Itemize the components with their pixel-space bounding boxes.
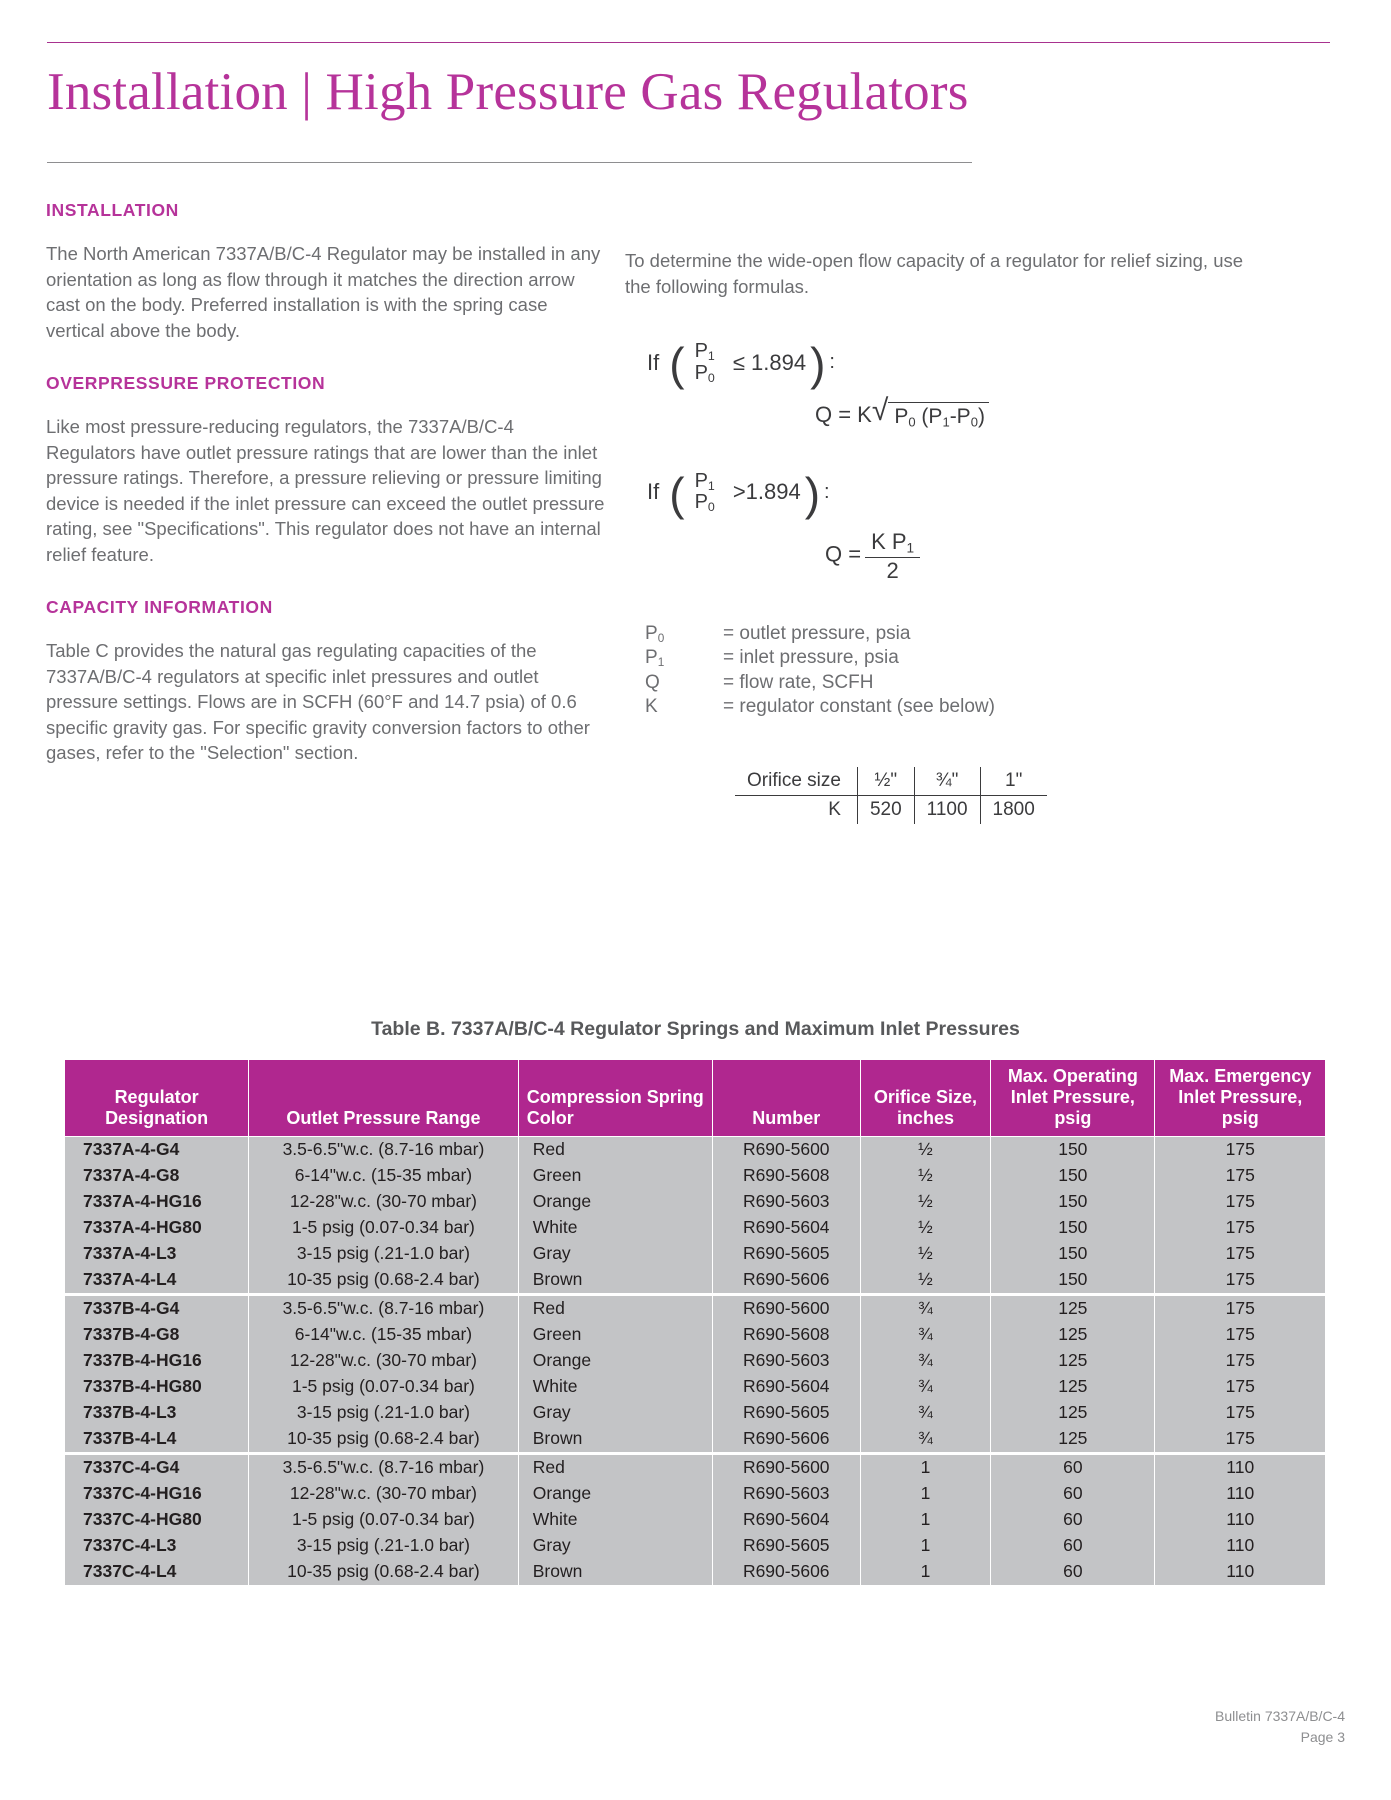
cell-orifice-size: ½ xyxy=(860,1215,990,1241)
cell-orifice-size: 1 xyxy=(860,1453,990,1481)
cell-max-emergency-pressure: 175 xyxy=(1155,1136,1326,1163)
k-value: 1100 xyxy=(914,796,980,825)
formula-2-condition xyxy=(647,468,1245,521)
cell-orifice-size: ¾ xyxy=(860,1374,990,1400)
cell-spring-color: Red xyxy=(518,1453,712,1481)
table-row xyxy=(65,1559,1326,1586)
paren-close-1: ) xyxy=(810,338,826,391)
cell-max-emergency-pressure: 175 xyxy=(1155,1426,1326,1454)
definition-row xyxy=(645,646,1245,670)
cell-spring-number: R690-5608 xyxy=(712,1163,860,1189)
cell-spring-number: R690-5603 xyxy=(712,1189,860,1215)
cell-max-emergency-pressure: 175 xyxy=(1155,1294,1326,1322)
definition-symbol: Q xyxy=(645,671,660,693)
cell-outlet-pressure-range: 12-28"w.c. (30-70 mbar) xyxy=(249,1189,519,1215)
formula-block-1 xyxy=(625,338,1245,429)
variable-definitions xyxy=(645,622,1245,719)
ratio-numerator-1: $P_1$ xyxy=(694,340,715,364)
cell-max-operating-pressure: 125 xyxy=(991,1294,1155,1322)
radical-icon: √ xyxy=(871,393,889,427)
k-label: K xyxy=(828,799,841,821)
top-rule xyxy=(47,42,1330,43)
cell-regulator-designation: 7337C-4-L3 xyxy=(65,1533,249,1559)
cell-regulator-designation: 7337C-4-HG80 xyxy=(65,1507,249,1533)
formula-block-2 xyxy=(625,468,1245,583)
cell-spring-color: Brown xyxy=(518,1267,712,1295)
paragraph-capacity-information: Table C provides the natural gas regulating capacities of the 7337A/B/C-4 regulators at specific inlet pressures and outlet pressure settings. Flows are in SCFH (60°F and 14.7 psia) of 0.6 specific gravity gas. For specific gravity conversion factors to other gases, refer to the "Selection" section. xyxy=(46,640,590,764)
heading-installation: INSTALLATION xyxy=(46,200,179,220)
column-header-orifice-size: Orifice Size, inches xyxy=(860,1060,990,1137)
formula-1-equation xyxy=(625,393,1245,429)
cell-spring-number: R690-5603 xyxy=(712,1481,860,1507)
cell-max-operating-pressure: 60 xyxy=(991,1481,1155,1507)
table-b xyxy=(64,1059,1326,1586)
cell-spring-number: R690-5606 xyxy=(712,1559,860,1586)
definition-meaning: = outlet pressure, psia xyxy=(723,623,911,645)
fraction-k-p1-over-2 xyxy=(865,530,920,582)
cell-spring-color: Gray xyxy=(518,1241,712,1267)
cell-regulator-designation: 7337A-4-L4 xyxy=(65,1267,249,1295)
cell-max-operating-pressure: 125 xyxy=(991,1426,1155,1454)
cell-spring-color: Red xyxy=(518,1294,712,1322)
cell-spring-color: Orange xyxy=(518,1481,712,1507)
pressure-ratio-1 xyxy=(693,341,717,384)
cell-spring-number: R690-5608 xyxy=(712,1322,860,1348)
cell-outlet-pressure-range: 3-15 psig (.21-1.0 bar) xyxy=(249,1400,519,1426)
fraction-numerator-2: K $P_1$ xyxy=(865,530,920,558)
page-title: Installation | High Pressure Gas Regulators xyxy=(47,63,969,121)
cell-max-operating-pressure: 125 xyxy=(991,1348,1155,1374)
cell-orifice-size: ½ xyxy=(860,1241,990,1267)
cell-spring-color: Orange xyxy=(518,1348,712,1374)
cell-outlet-pressure-range: 12-28"w.c. (30-70 mbar) xyxy=(249,1348,519,1374)
cell-spring-color: Brown xyxy=(518,1426,712,1454)
cell-outlet-pressure-range: 3.5-6.5"w.c. (8.7-16 mbar) xyxy=(249,1453,519,1481)
radicand-1: $P_0$ $(P_1-P_0)$ xyxy=(888,402,989,429)
table-row xyxy=(65,1400,1326,1426)
paragraph-installation: The North American 7337A/B/C-4 Regulator may be installed in any orientation as long as flow through it matches the direction arrow cast on the body. Preferred installation is with the spring case vertical above the body. xyxy=(46,243,601,341)
cell-orifice-size: 1 xyxy=(860,1533,990,1559)
cell-spring-color: Green xyxy=(518,1163,712,1189)
cell-regulator-designation: 7337A-4-G4 xyxy=(65,1136,249,1163)
cell-orifice-size: ½ xyxy=(860,1267,990,1295)
cell-max-operating-pressure: 150 xyxy=(991,1241,1155,1267)
cell-outlet-pressure-range: 6-14"w.c. (15-35 mbar) xyxy=(249,1322,519,1348)
paren-close-2: ) xyxy=(804,468,821,521)
column-header-spring-number: Number xyxy=(712,1060,860,1137)
cell-max-operating-pressure: 150 xyxy=(991,1189,1155,1215)
cell-regulator-designation: 7337C-4-L4 xyxy=(65,1559,249,1586)
cell-outlet-pressure-range: 10-35 psig (0.68-2.4 bar) xyxy=(249,1267,519,1295)
orifice-size-label: Orifice size xyxy=(735,767,857,796)
cell-spring-number: R690-5604 xyxy=(712,1374,860,1400)
cell-regulator-designation: 7337C-4-HG16 xyxy=(65,1481,249,1507)
cell-max-emergency-pressure: 110 xyxy=(1155,1453,1326,1481)
table-row xyxy=(65,1507,1326,1533)
definition-meaning: = regulator constant (see below) xyxy=(723,695,995,717)
cell-max-operating-pressure: 150 xyxy=(991,1136,1155,1163)
footer-page-number: Page 3 xyxy=(1300,1729,1345,1745)
cell-spring-number: R690-5604 xyxy=(712,1507,860,1533)
table-row xyxy=(65,1294,1326,1322)
cell-spring-color: Gray xyxy=(518,1400,712,1426)
cell-max-operating-pressure: 150 xyxy=(991,1215,1155,1241)
cell-outlet-pressure-range: 1-5 psig (0.07-0.34 bar) xyxy=(249,1374,519,1400)
cell-outlet-pressure-range: 10-35 psig (0.68-2.4 bar) xyxy=(249,1559,519,1586)
cell-max-operating-pressure: 125 xyxy=(991,1374,1155,1400)
cell-spring-number: R690-5604 xyxy=(712,1215,860,1241)
cell-regulator-designation: 7337C-4-G4 xyxy=(65,1453,249,1481)
cell-regulator-designation: 7337A-4-G8 xyxy=(65,1163,249,1189)
equation-lhs-1: Q = K xyxy=(815,401,872,427)
table-b-body xyxy=(65,1136,1326,1585)
cell-regulator-designation: 7337B-4-G4 xyxy=(65,1294,249,1322)
cell-max-emergency-pressure: 175 xyxy=(1155,1241,1326,1267)
cell-max-emergency-pressure: 175 xyxy=(1155,1322,1326,1348)
definition-row xyxy=(645,671,1245,695)
paren-open-2: ( xyxy=(669,468,685,521)
orifice-size-value: ¾" xyxy=(914,767,980,796)
cell-max-emergency-pressure: 110 xyxy=(1155,1481,1326,1507)
table-b-header xyxy=(65,1060,1326,1137)
cell-max-emergency-pressure: 110 xyxy=(1155,1559,1326,1586)
cell-spring-number: R690-5605 xyxy=(712,1241,860,1267)
cell-outlet-pressure-range: 1-5 psig (0.07-0.34 bar) xyxy=(249,1507,519,1533)
pressure-ratio-2 xyxy=(693,471,717,514)
cell-orifice-size: ¾ xyxy=(860,1426,990,1454)
table-row xyxy=(735,796,1047,825)
definition-symbol: K xyxy=(645,695,658,717)
definition-symbol: $P_1$ xyxy=(645,647,665,670)
page-footer xyxy=(1215,1706,1345,1748)
table-b-caption: Table B. 7337A/B/C-4 Regulator Springs and Maximum Inlet Pressures xyxy=(371,1018,1020,1040)
k-value: 1800 xyxy=(980,796,1047,825)
cell-max-operating-pressure: 60 xyxy=(991,1453,1155,1481)
cell-spring-color: White xyxy=(518,1507,712,1533)
table-row xyxy=(65,1215,1326,1241)
cell-spring-number: R690-5600 xyxy=(712,1294,860,1322)
if-label-1: If xyxy=(647,349,660,375)
column-header-regulator-designation: Regulator Designation xyxy=(65,1060,249,1137)
cell-regulator-designation: 7337B-4-L3 xyxy=(65,1400,249,1426)
definition-meaning: = flow rate, SCFH xyxy=(723,671,874,693)
cell-spring-number: R690-5603 xyxy=(712,1348,860,1374)
cell-spring-color: Gray xyxy=(518,1533,712,1559)
table-row xyxy=(65,1348,1326,1374)
cell-outlet-pressure-range: 1-5 psig (0.07-0.34 bar) xyxy=(249,1215,519,1241)
fraction-denominator-2: 2 xyxy=(886,557,899,583)
cell-regulator-designation: 7337B-4-HG16 xyxy=(65,1348,249,1374)
cell-max-operating-pressure: 125 xyxy=(991,1400,1155,1426)
ratio-numerator-2: $P_1$ xyxy=(694,469,715,493)
if-label-2: If xyxy=(647,479,660,505)
cell-regulator-designation: 7337A-4-HG16 xyxy=(65,1189,249,1215)
definition-row xyxy=(645,695,1245,719)
footer-bulletin: Bulletin 7337A/B/C-4 xyxy=(1215,1708,1345,1724)
cell-max-emergency-pressure: 175 xyxy=(1155,1400,1326,1426)
cell-orifice-size: ½ xyxy=(860,1189,990,1215)
table-row xyxy=(65,1189,1326,1215)
cell-spring-color: Green xyxy=(518,1322,712,1348)
column-header-max-emergency-inlet-pressure: Max. Emergency Inlet Pressure, psig xyxy=(1155,1060,1326,1137)
cell-max-operating-pressure: 60 xyxy=(991,1533,1155,1559)
cell-orifice-size: 1 xyxy=(860,1481,990,1507)
column-header-outlet-pressure-range: Outlet Pressure Range xyxy=(249,1060,519,1137)
cell-spring-color: White xyxy=(518,1374,712,1400)
table-row xyxy=(65,1322,1326,1348)
paragraph-overpressure-protection: Like most pressure-reducing regulators, the 7337A/B/C-4 Regulators have outlet pressure ratings that are lower than the inlet pressure ratings. Therefore, a pressure relieving or pressure limiting device is needed if the inlet pressure can exceed the outlet pressure rating, see "Specifications". This regulator does not have an internal relief feature. xyxy=(46,416,605,565)
condition-text-1: ≤ 1.894 xyxy=(732,349,807,375)
table-row xyxy=(65,1453,1326,1481)
colon-1: : xyxy=(829,351,835,374)
left-column xyxy=(46,200,606,792)
table-row xyxy=(65,1267,1326,1295)
cell-spring-number: R690-5600 xyxy=(712,1453,860,1481)
regulator-constant-table xyxy=(735,767,1047,824)
table-row xyxy=(65,1481,1326,1507)
cell-orifice-size: ½ xyxy=(860,1163,990,1189)
condition-text-2: >1.894 xyxy=(732,479,801,505)
cell-outlet-pressure-range: 6-14"w.c. (15-35 mbar) xyxy=(249,1163,519,1189)
cell-spring-number: R690-5606 xyxy=(712,1267,860,1295)
table-row xyxy=(65,1533,1326,1559)
cell-orifice-size: ¾ xyxy=(860,1322,990,1348)
cell-max-operating-pressure: 150 xyxy=(991,1163,1155,1189)
cell-max-emergency-pressure: 110 xyxy=(1155,1507,1326,1533)
definition-meaning: = inlet pressure, psia xyxy=(723,647,899,669)
cell-spring-color: White xyxy=(518,1215,712,1241)
ratio-denominator-1: $P_0$ xyxy=(694,361,715,385)
cell-orifice-size: 1 xyxy=(860,1559,990,1586)
heading-capacity-information: CAPACITY INFORMATION xyxy=(46,597,273,618)
colon-2: : xyxy=(824,480,830,503)
cell-max-operating-pressure: 60 xyxy=(991,1507,1155,1533)
equation-lhs-2: Q = xyxy=(825,541,862,567)
table-row xyxy=(735,767,1047,796)
cell-orifice-size: ¾ xyxy=(860,1348,990,1374)
cell-orifice-size: ¾ xyxy=(860,1294,990,1322)
table-row xyxy=(65,1163,1326,1189)
column-header-spring-color: Compression Spring Color xyxy=(518,1060,712,1137)
right-column xyxy=(625,248,1245,824)
title-rule xyxy=(47,162,972,163)
ratio-denominator-2: $P_0$ xyxy=(694,491,715,515)
definition-symbol: $P_0$ xyxy=(645,623,665,645)
k-value: 520 xyxy=(857,796,914,825)
cell-max-emergency-pressure: 175 xyxy=(1155,1189,1326,1215)
table-row xyxy=(65,1136,1326,1163)
cell-spring-number: R690-5606 xyxy=(712,1426,860,1454)
cell-max-operating-pressure: 60 xyxy=(991,1559,1155,1586)
table-row xyxy=(65,1374,1326,1400)
paren-open-1: ( xyxy=(669,338,685,391)
orifice-size-value: ½" xyxy=(857,767,914,796)
cell-max-emergency-pressure: 175 xyxy=(1155,1267,1326,1295)
cell-outlet-pressure-range: 3-15 psig (.21-1.0 bar) xyxy=(249,1533,519,1559)
cell-spring-number: R690-5605 xyxy=(712,1400,860,1426)
cell-outlet-pressure-range: 3.5-6.5"w.c. (8.7-16 mbar) xyxy=(249,1294,519,1322)
formula-2-equation xyxy=(625,530,1245,582)
orifice-size-value: 1" xyxy=(980,767,1047,796)
definition-row xyxy=(645,622,1245,646)
heading-overpressure-protection: OVERPRESSURE PROTECTION xyxy=(46,373,326,394)
cell-spring-number: R690-5600 xyxy=(712,1136,860,1163)
sqrt-group-1 xyxy=(871,393,989,429)
table-row xyxy=(65,1426,1326,1454)
cell-max-emergency-pressure: 175 xyxy=(1155,1348,1326,1374)
cell-outlet-pressure-range: 10-35 psig (0.68-2.4 bar) xyxy=(249,1426,519,1454)
paragraph-flow-capacity-intro: To determine the wide-open flow capacity of a regulator for relief sizing, use the following formulas. xyxy=(625,250,1244,297)
cell-regulator-designation: 7337A-4-HG80 xyxy=(65,1215,249,1241)
table-header-row xyxy=(65,1060,1326,1137)
cell-max-emergency-pressure: 110 xyxy=(1155,1533,1326,1559)
cell-orifice-size: 1 xyxy=(860,1507,990,1533)
column-header-max-operating-inlet-pressure: Max. Operating Inlet Pressure, psig xyxy=(991,1060,1155,1137)
cell-spring-color: Brown xyxy=(518,1559,712,1586)
cell-max-emergency-pressure: 175 xyxy=(1155,1215,1326,1241)
cell-outlet-pressure-range: 12-28"w.c. (30-70 mbar) xyxy=(249,1481,519,1507)
table-row xyxy=(65,1241,1326,1267)
cell-regulator-designation: 7337B-4-G8 xyxy=(65,1322,249,1348)
cell-regulator-designation: 7337B-4-L4 xyxy=(65,1426,249,1454)
cell-spring-color: Red xyxy=(518,1136,712,1163)
cell-outlet-pressure-range: 3.5-6.5"w.c. (8.7-16 mbar) xyxy=(249,1136,519,1163)
cell-orifice-size: ¾ xyxy=(860,1400,990,1426)
cell-max-emergency-pressure: 175 xyxy=(1155,1163,1326,1189)
cell-spring-color: Orange xyxy=(518,1189,712,1215)
cell-max-operating-pressure: 125 xyxy=(991,1322,1155,1348)
cell-orifice-size: ½ xyxy=(860,1136,990,1163)
cell-max-operating-pressure: 150 xyxy=(991,1267,1155,1295)
cell-regulator-designation: 7337A-4-L3 xyxy=(65,1241,249,1267)
cell-max-emergency-pressure: 175 xyxy=(1155,1374,1326,1400)
cell-spring-number: R690-5605 xyxy=(712,1533,860,1559)
formula-1-condition xyxy=(647,338,1245,391)
cell-regulator-designation: 7337B-4-HG80 xyxy=(65,1374,249,1400)
cell-outlet-pressure-range: 3-15 psig (.21-1.0 bar) xyxy=(249,1241,519,1267)
